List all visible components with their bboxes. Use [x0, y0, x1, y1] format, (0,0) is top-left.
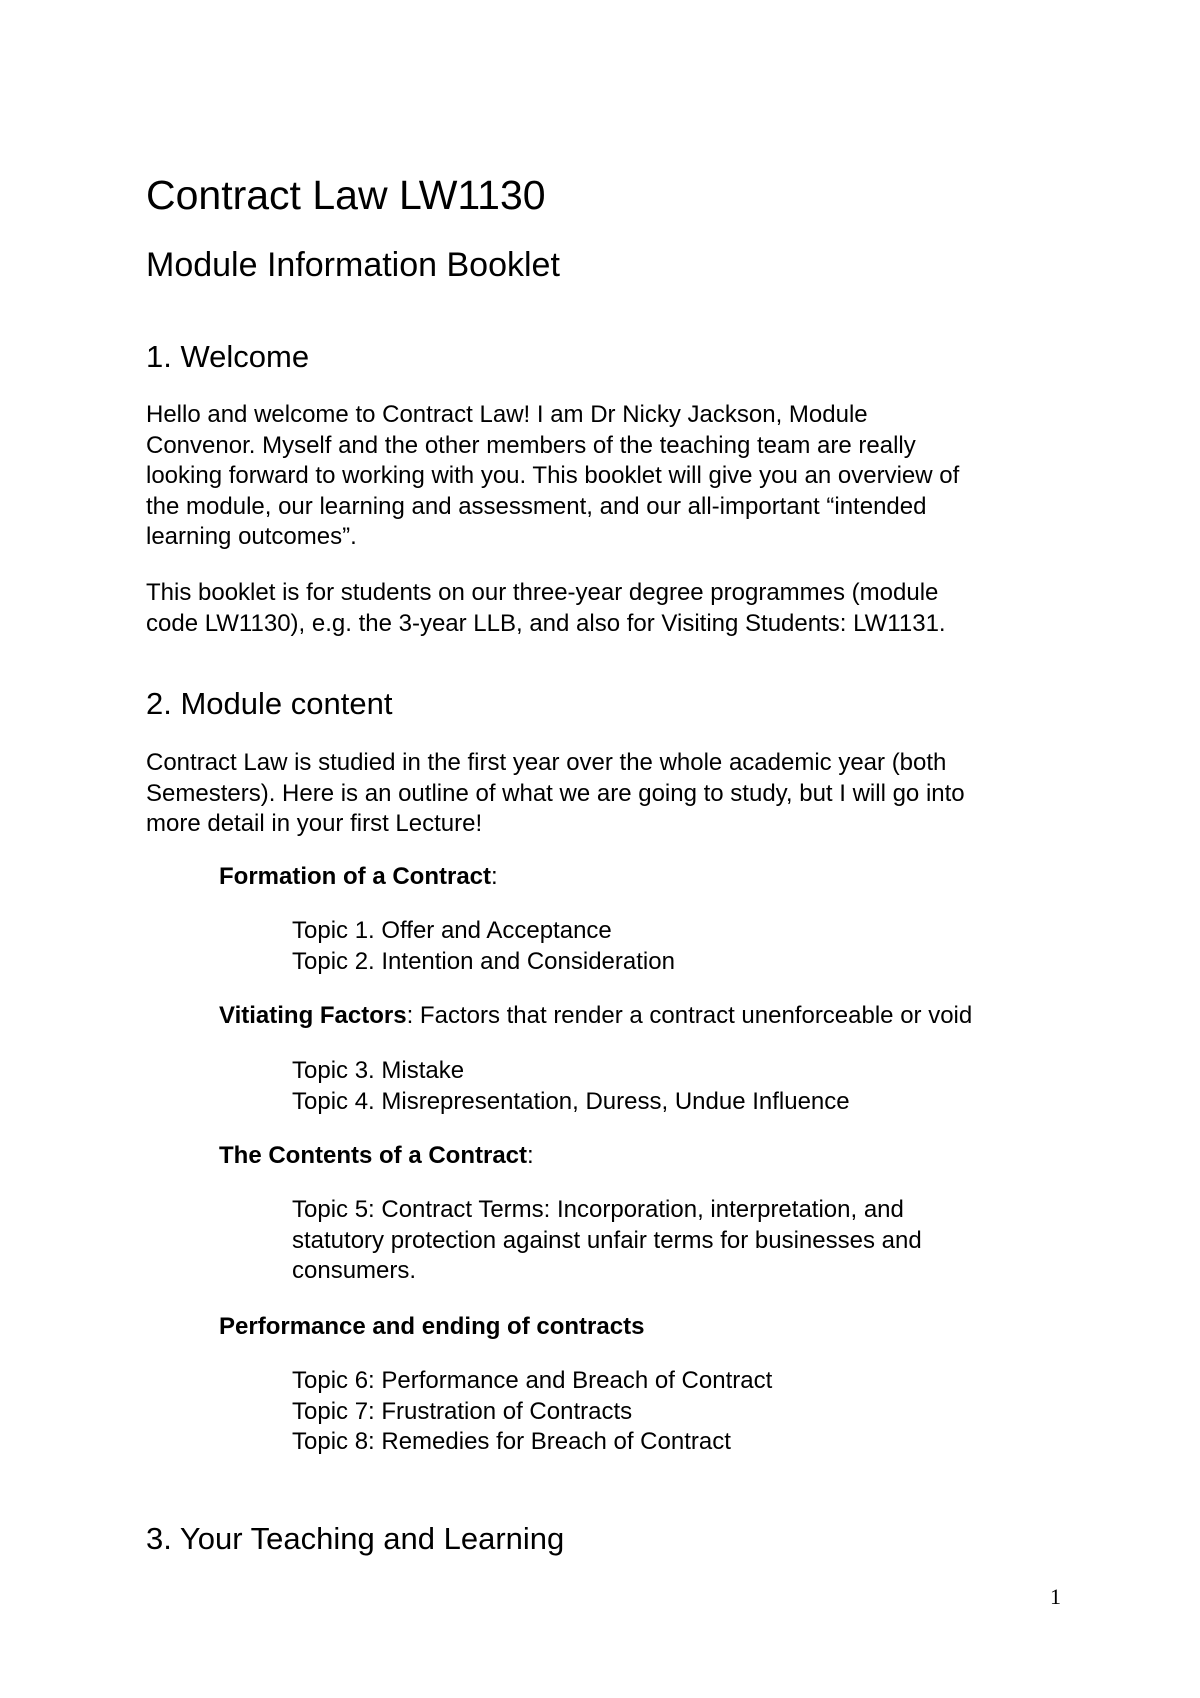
topic-item: Topic 6: Performance and Breach of Contract	[292, 1367, 773, 1394]
text-line: Hello and welcome to Contract Law! I am Dr Nicky Jackson, Module	[146, 401, 868, 428]
text-line: Convenor. Myself and the other members of the teaching team are really	[146, 431, 916, 459]
text-line: This booklet is for students on our three-year degree programmes (module	[146, 579, 939, 606]
topic-group-heading	[219, 1141, 534, 1171]
topic-item: Topic 7: Frustration of Contracts	[292, 1397, 633, 1425]
page-number: 1	[1050, 1584, 1061, 1609]
text-line: Semesters). Here is an outline of what we are going to study, but I will go into	[146, 779, 965, 807]
text-line: learning outcomes”.	[146, 523, 357, 550]
topic-group-heading	[219, 1001, 972, 1031]
topic-list	[292, 1056, 850, 1117]
document-subtitle: Module Information Booklet	[146, 246, 560, 284]
text-line: Contract Law is studied in the first year over the whole academic year (both	[146, 749, 947, 776]
topic-group-title: The Contents of a Contract	[219, 1142, 528, 1169]
text-line: the module, our learning and assessment, and our all-important “intended	[146, 492, 927, 520]
section-heading-teaching: 3. Your Teaching and Learning	[146, 1521, 565, 1556]
document-title: Contract Law LW1130	[146, 172, 546, 218]
section-heading-module-content: 2. Module content	[146, 686, 393, 721]
topic-group-suffix: : Factors that render a contract unenforceable or void	[406, 1002, 973, 1029]
topic-item: Topic 3. Mistake	[292, 1057, 465, 1084]
topic-group-title: Formation of a Contract	[219, 863, 492, 890]
topic-group-suffix: :	[527, 1142, 534, 1169]
topic-item: Topic 4. Misrepresentation, Duress, Undue Influence	[292, 1087, 850, 1115]
topic-item: consumers.	[292, 1257, 417, 1284]
topic-list	[292, 1195, 922, 1287]
topic-list	[292, 1366, 772, 1458]
topic-group-heading	[219, 862, 498, 892]
module-content-intro	[146, 748, 965, 840]
topic-group-suffix: :	[491, 863, 498, 890]
audience-paragraph	[146, 578, 946, 639]
section-heading-welcome: 1. Welcome	[146, 339, 310, 374]
topic-item: Topic 2. Intention and Consideration	[292, 947, 675, 975]
topic-item: Topic 5: Contract Terms: Incorporation, interpretation, and	[292, 1196, 904, 1223]
text-line: looking forward to working with you. This booklet will give you an overview of	[146, 462, 960, 489]
topic-group-title: Vitiating Factors	[219, 1002, 407, 1029]
welcome-paragraph	[146, 400, 959, 553]
text-line: more detail in your first Lecture!	[146, 810, 483, 837]
topic-group-title: Performance and ending of contracts	[219, 1313, 645, 1340]
topic-item: Topic 8: Remedies for Breach of Contract	[292, 1428, 731, 1455]
text-line: code LW1130), e.g. the 3-year LLB, and also for Visiting Students: LW1131.	[146, 609, 946, 637]
topic-list	[292, 916, 675, 977]
topic-group-heading	[219, 1312, 644, 1342]
topic-item: Topic 1. Offer and Acceptance	[292, 917, 612, 944]
topic-item: statutory protection against unfair terms for businesses and	[292, 1226, 922, 1254]
